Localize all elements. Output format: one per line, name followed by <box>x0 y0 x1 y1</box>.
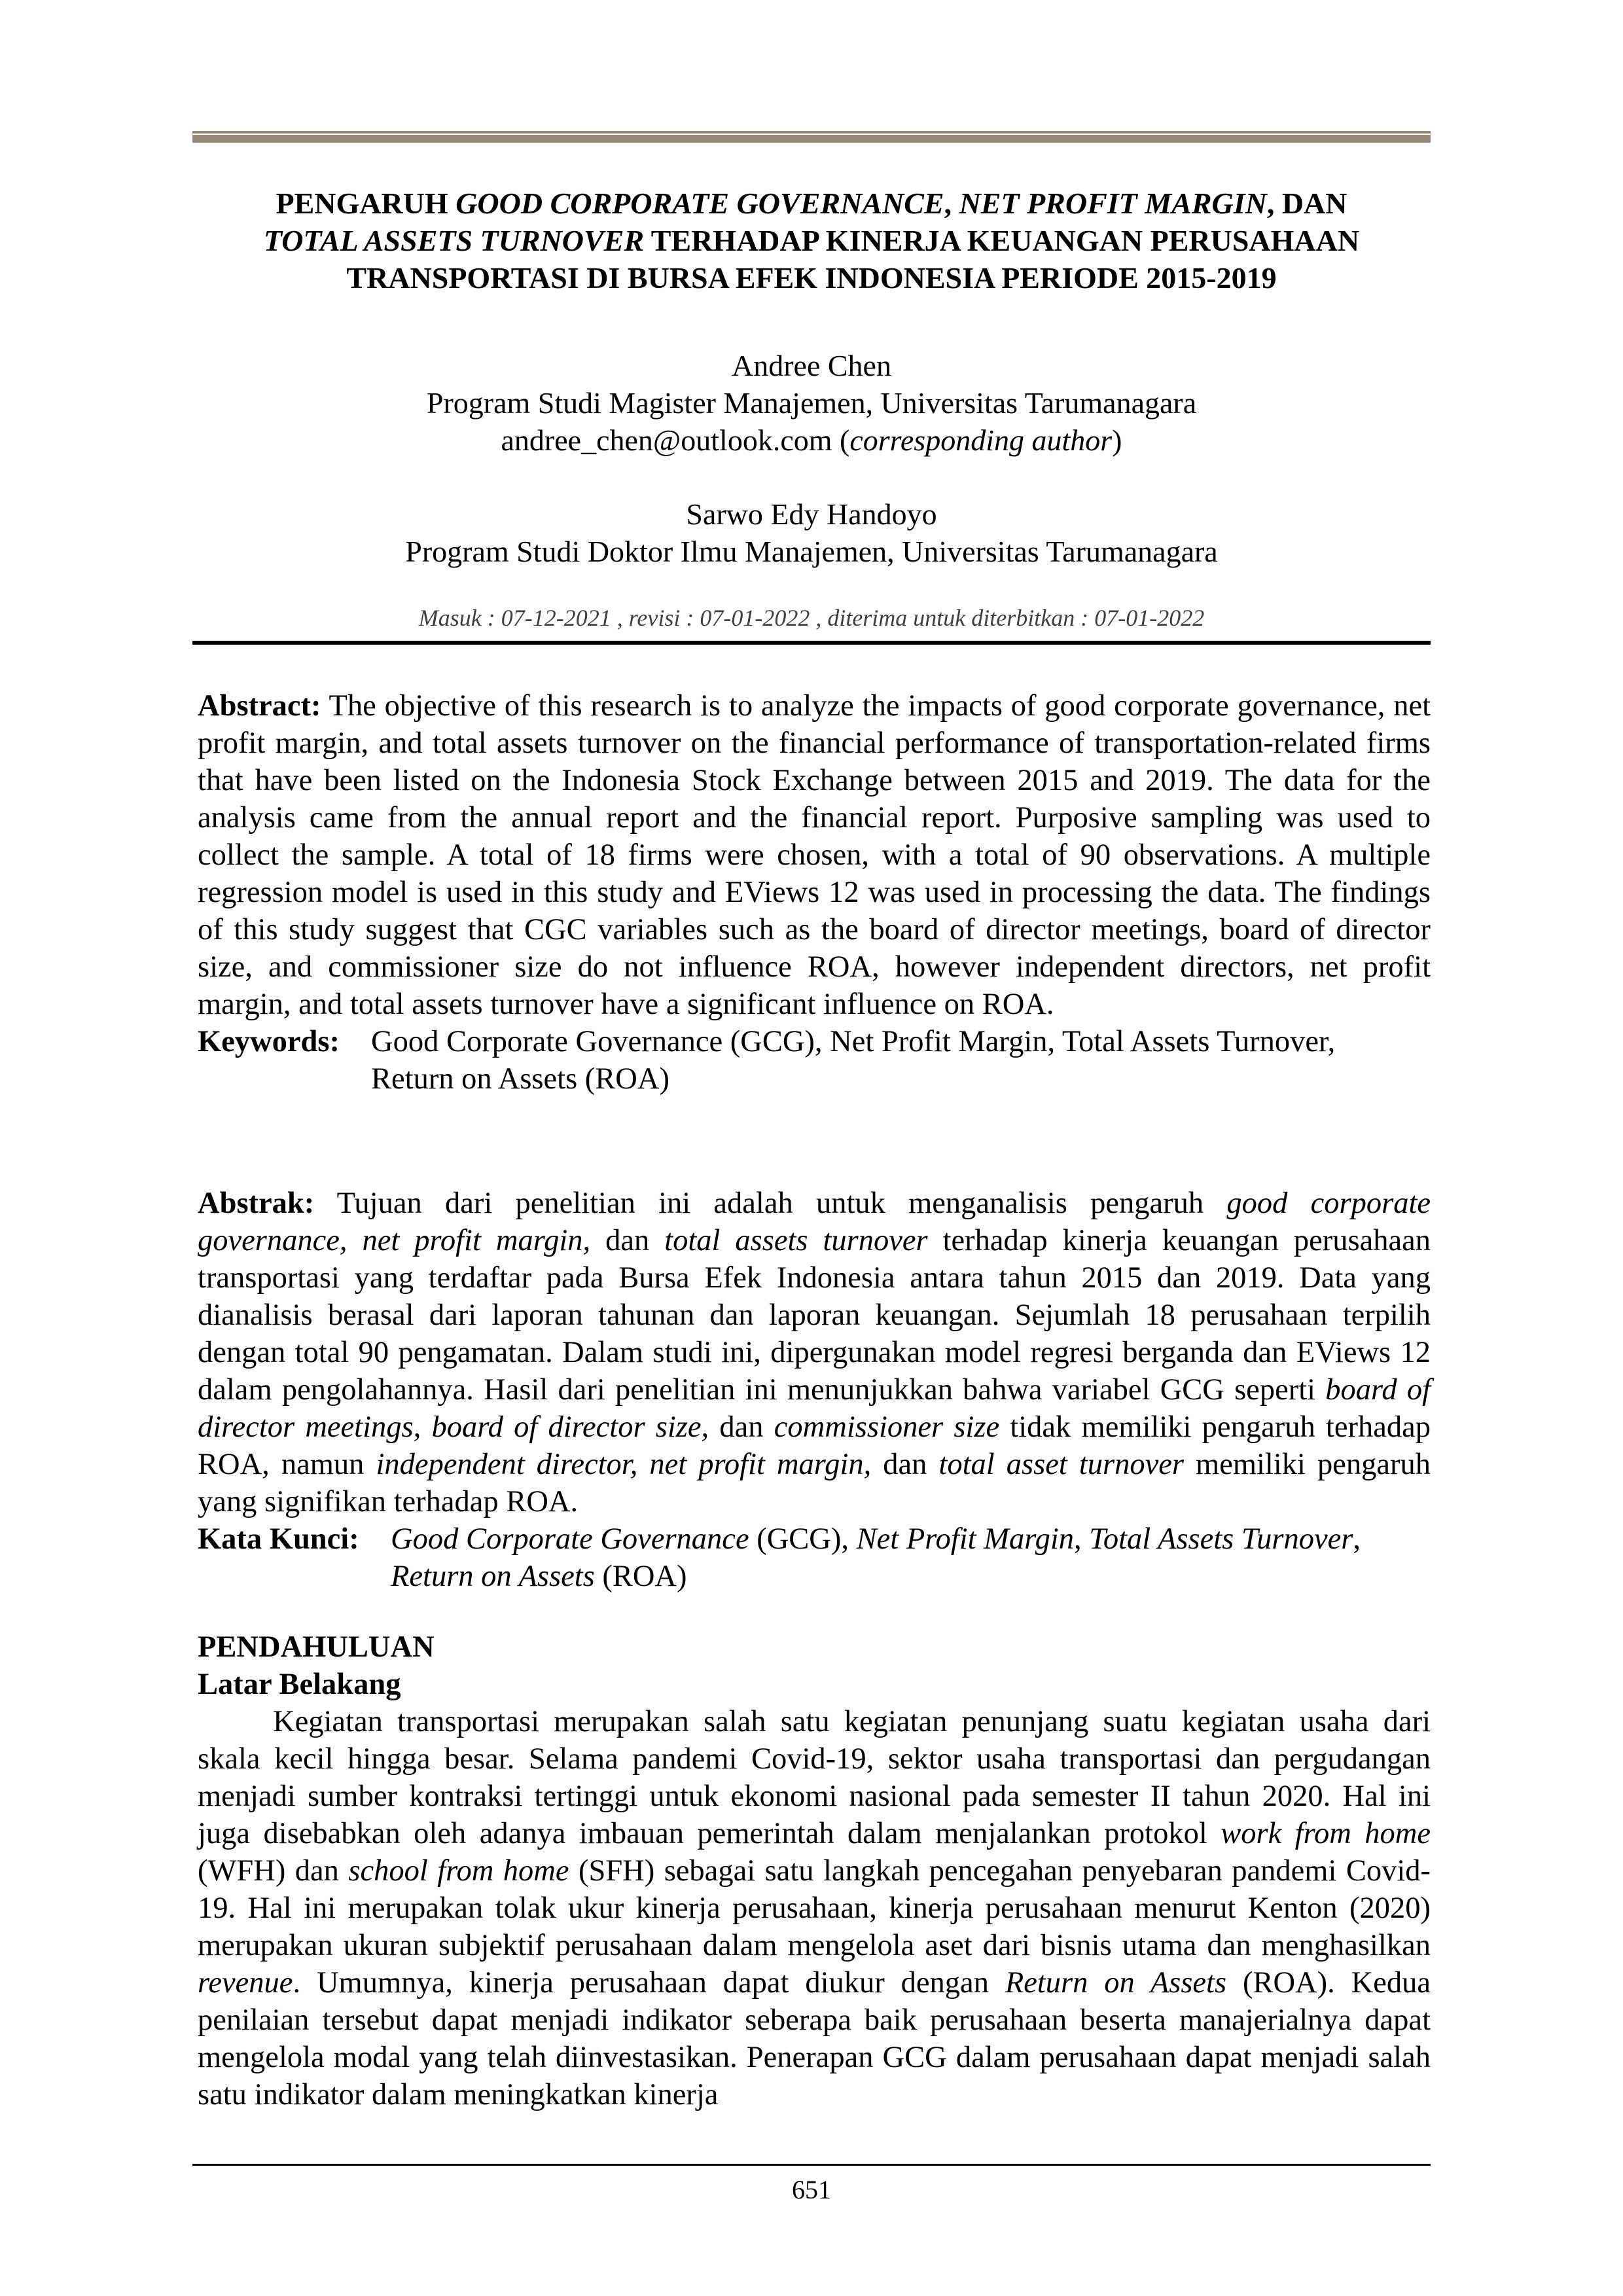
body-paragraph <box>198 1703 1431 2113</box>
keywords-label: Keywords: <box>198 1025 340 1058</box>
header-rule-thick <box>192 135 1431 143</box>
italic-term: Return on Assets <box>391 1560 595 1593</box>
text-run: (ROA). Kedua penilaian tersebut dapat menjadi indikator seberapa baik perusahaan beserta manajerialnya dapat mengelola modal yang telah diinvestasikan. Penerapan GCG dalam perusahaan dapat menjadi salah satu indikator dalam meningkatkan kinerja <box>198 1966 1431 2111</box>
author-1 <box>192 347 1431 459</box>
italic-term: total assets turnover <box>664 1224 928 1257</box>
text-run: tidak memiliki pengaruh terhadap ROA, namun <box>198 1410 1431 1481</box>
abstrak-label: Abstrak: <box>198 1187 315 1220</box>
italic-term: total asset turnover <box>938 1448 1184 1481</box>
abstrak-paragraph <box>198 1185 1431 1520</box>
abstract-label: Abstract: <box>198 689 321 723</box>
footer-rule <box>192 2164 1431 2166</box>
page-number: 651 <box>792 2175 831 2204</box>
introduction-section <box>198 1628 1431 2113</box>
text-run: , <box>1353 1522 1361 1556</box>
title-line-2: TOTAL ASSETS TURNOVER TERHADAP KINERJA KEUANGAN PERUSAHAAN <box>263 224 1360 257</box>
text-run: dan <box>590 1224 665 1257</box>
italic-term: school from home <box>348 1854 569 1888</box>
author-name: Sarwo Edy Handoyo <box>686 497 937 531</box>
kata-kunci-label: Kata Kunci: <box>198 1522 359 1556</box>
italic-term: board of director meetings, board of director size, <box>198 1373 1431 1444</box>
text-run: . Umumnya, kinerja perusahaan dapat diukur dengan <box>293 1966 1005 2000</box>
italic-term: independent director, net profit margin, <box>376 1448 872 1481</box>
kata-kunci-values <box>391 1520 1431 1595</box>
kata-kunci <box>198 1520 1431 1595</box>
text-run: (ROA) <box>594 1560 687 1593</box>
paper-title <box>192 185 1431 296</box>
corresponding-author-note: corresponding author <box>849 423 1113 457</box>
italic-term: commissioner size <box>774 1410 1000 1444</box>
author-email[interactable]: andree_chen@outlook.com <box>501 423 832 457</box>
italic-term: Good Corporate Governance <box>391 1522 749 1556</box>
author-email-line: andree_chen@outlook.com (corresponding author) <box>501 423 1122 457</box>
text-run: terhadap kinerja keuangan perusahaan transportasi yang terdaftar pada Bursa Efek Indonesia antara tahun 2015 dan 2019. Data yang dianalisis berasal dari laporan tahunan dan laporan keuangan. Sejumlah 18 perusahaan terpilih dengan total 90 pengamatan. Dalam studi ini, dipergunakan model regresi berganda dan EViews 12 dalam pengolahannya. Hasil dari penelitian ini menunjukkan bahwa variabel GCG seperti <box>198 1224 1431 1407</box>
abstract-english <box>198 687 1431 1098</box>
abstract-paragraph <box>198 687 1431 1023</box>
abstrak-text <box>198 1187 1431 1518</box>
subsection-heading: Latar Belakang <box>198 1668 401 1701</box>
italic-term: Net Profit Margin <box>856 1522 1075 1556</box>
text-run: dan <box>709 1410 774 1444</box>
italic-term: good corporate governance, net profit margin, <box>198 1187 1431 1257</box>
header-rule-thin <box>192 131 1431 134</box>
keywords <box>198 1023 1431 1098</box>
italic-term: Return on Assets <box>1005 1966 1227 2000</box>
keywords-values: Good Corporate Governance (GCG), Net Profit Margin, Total Assets Turnover, Return on Assets (ROA) <box>371 1025 1336 1096</box>
abstract-text: The objective of this research is to analyze the impacts of good corporate governance, net profit margin, and total assets turnover on the financial performance of transportation-related firms that have been listed on the Indonesia Stock Exchange between 2015 and 2019. The data for the analysis came from the annual report and the financial report. Purposive sampling was used to collect the sample. A total of 18 firms were chosen, with a total of 90 observations. A multiple regression model is used in this study and EViews 12 was used in processing the data. The findings of this study suggest that CGC variables such as the board of director meetings, board of director size, and commissioner size do not influence ROA, however independent directors, net profit margin, and total assets turnover have a significant influence on ROA. <box>198 689 1431 1021</box>
title-line-1: PENGARUH GOOD CORPORATE GOVERNANCE, NET PROFIT MARGIN, DAN <box>276 187 1347 220</box>
text-run: (GCG), <box>749 1522 857 1556</box>
italic-term: Total Assets Turnover <box>1089 1522 1353 1556</box>
italic-term: work from home <box>1221 1817 1431 1850</box>
submission-dates: Masuk : 07-12-2021 , revisi : 07-01-2022 , diterima untuk diterbitkan : 07-01-2022 <box>418 605 1205 631</box>
author-name: Andree Chen <box>732 349 891 382</box>
author-affiliation: Program Studi Doktor Ilmu Manajemen, Universitas Tarumanagara <box>405 535 1218 568</box>
dates-divider <box>192 641 1431 645</box>
text-run: (SFH) sebagai satu langkah pencegahan penyebaran pandemi Covid-19. Hal ini merupakan tolak ukur kinerja perusahaan, kinerja perusahaan menurut Kenton (2020) merupakan ukuran subjektif perusahaan dalam mengelola aset dari bisnis utama dan menghasilkan <box>198 1854 1431 1962</box>
text-run: , <box>1074 1522 1090 1556</box>
text-run: dan <box>871 1448 939 1481</box>
author-affiliation: Program Studi Magister Manajemen, Universitas Tarumanagara <box>426 386 1197 420</box>
text-run: memiliki pengaruh yang signifikan terhadap ROA. <box>198 1448 1431 1518</box>
author-2 <box>192 495 1431 570</box>
abstract-indonesian <box>198 1185 1431 1595</box>
text-run: Tujuan dari penelitian ini adalah untuk menganalisis pengaruh <box>314 1187 1227 1220</box>
section-heading: PENDAHULUAN <box>198 1630 435 1664</box>
title-line-3: TRANSPORTASI DI BURSA EFEK INDONESIA PERIODE 2015-2019 <box>346 261 1277 295</box>
text-run: Kegiatan transportasi merupakan salah satu kegiatan penunjang suatu kegiatan usaha dari skala kecil hingga besar. Selama pandemi Covid-19, sektor usaha transportasi dan pergudangan menjadi sumber kontraksi tertinggi untuk ekonomi nasional pada semester II tahun 2020. Hal ini juga disebabkan oleh adanya imbauan pemerintah dalam menjalankan protokol <box>198 1705 1431 1850</box>
text-run: (WFH) dan <box>198 1854 349 1888</box>
italic-term: revenue <box>198 1966 293 2000</box>
